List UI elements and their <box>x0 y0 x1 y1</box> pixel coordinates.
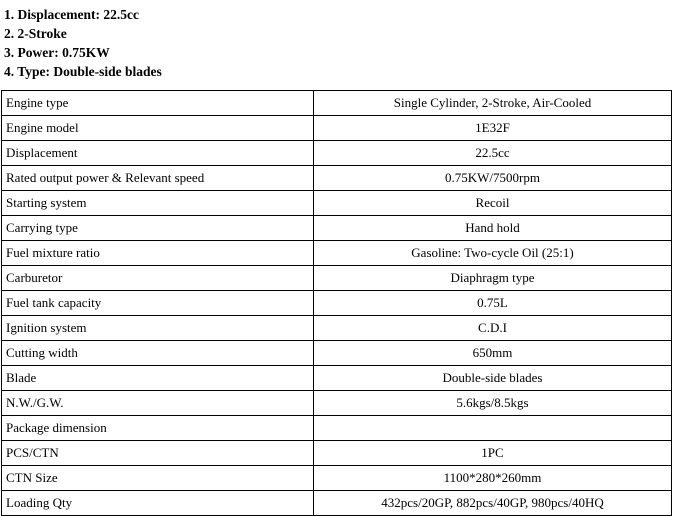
spec-value: 650mm <box>314 341 672 366</box>
highlight-item: 1. Displacement: 22.5cc <box>4 7 139 22</box>
table-row <box>2 416 672 441</box>
table-row <box>2 316 672 341</box>
table-row <box>2 291 672 316</box>
spec-value: Double-side blades <box>314 366 672 391</box>
product-highlights <box>0 0 673 90</box>
spec-value: 0.75KW/7500rpm <box>314 166 672 191</box>
spec-label: Cutting width <box>2 341 314 366</box>
highlight-item: 3. Power: 0.75KW <box>4 45 110 60</box>
spec-value: Diaphragm type <box>314 266 672 291</box>
spec-label: Ignition system <box>2 316 314 341</box>
spec-value: Recoil <box>314 191 672 216</box>
spec-label: Displacement <box>2 141 314 166</box>
table-row <box>2 266 672 291</box>
spec-value: 1E32F <box>314 116 672 141</box>
spec-label: PCS/CTN <box>2 441 314 466</box>
spec-label: Rated output power & Relevant speed <box>2 166 314 191</box>
spec-label: CTN Size <box>2 466 314 491</box>
table-row <box>2 491 672 516</box>
spec-value: 432pcs/20GP, 882pcs/40GP, 980pcs/40HQ <box>314 491 672 516</box>
table-row <box>2 441 672 466</box>
table-row <box>2 466 672 491</box>
spec-label: Blade <box>2 366 314 391</box>
spec-label: Package dimension <box>2 416 314 441</box>
spec-value: 22.5cc <box>314 141 672 166</box>
spec-label: Engine type <box>2 91 314 116</box>
spec-label: N.W./G.W. <box>2 391 314 416</box>
spec-value: C.D.I <box>314 316 672 341</box>
spec-label: Fuel tank capacity <box>2 291 314 316</box>
table-row <box>2 341 672 366</box>
table-row <box>2 366 672 391</box>
spec-value: 0.75L <box>314 291 672 316</box>
spec-value <box>314 416 672 441</box>
spec-label: Carburetor <box>2 266 314 291</box>
table-row <box>2 166 672 191</box>
spec-value: 1100*280*260mm <box>314 466 672 491</box>
specification-table <box>1 90 672 516</box>
spec-value: Hand hold <box>314 216 672 241</box>
table-row <box>2 141 672 166</box>
table-row <box>2 391 672 416</box>
spec-value: Single Cylinder, 2-Stroke, Air-Cooled <box>314 91 672 116</box>
spec-label: Starting system <box>2 191 314 216</box>
table-row <box>2 91 672 116</box>
highlight-item: 4. Type: Double-side blades <box>4 64 162 79</box>
spec-value: Gasoline: Two-cycle Oil (25:1) <box>314 241 672 266</box>
spec-value: 5.6kgs/8.5kgs <box>314 391 672 416</box>
spec-label: Loading Qty <box>2 491 314 516</box>
table-row <box>2 241 672 266</box>
spec-label: Engine model <box>2 116 314 141</box>
table-row <box>2 116 672 141</box>
spec-label: Fuel mixture ratio <box>2 241 314 266</box>
highlight-item: 2. 2-Stroke <box>4 26 67 41</box>
table-row <box>2 216 672 241</box>
spec-value: 1PC <box>314 441 672 466</box>
table-row <box>2 191 672 216</box>
spec-label: Carrying type <box>2 216 314 241</box>
